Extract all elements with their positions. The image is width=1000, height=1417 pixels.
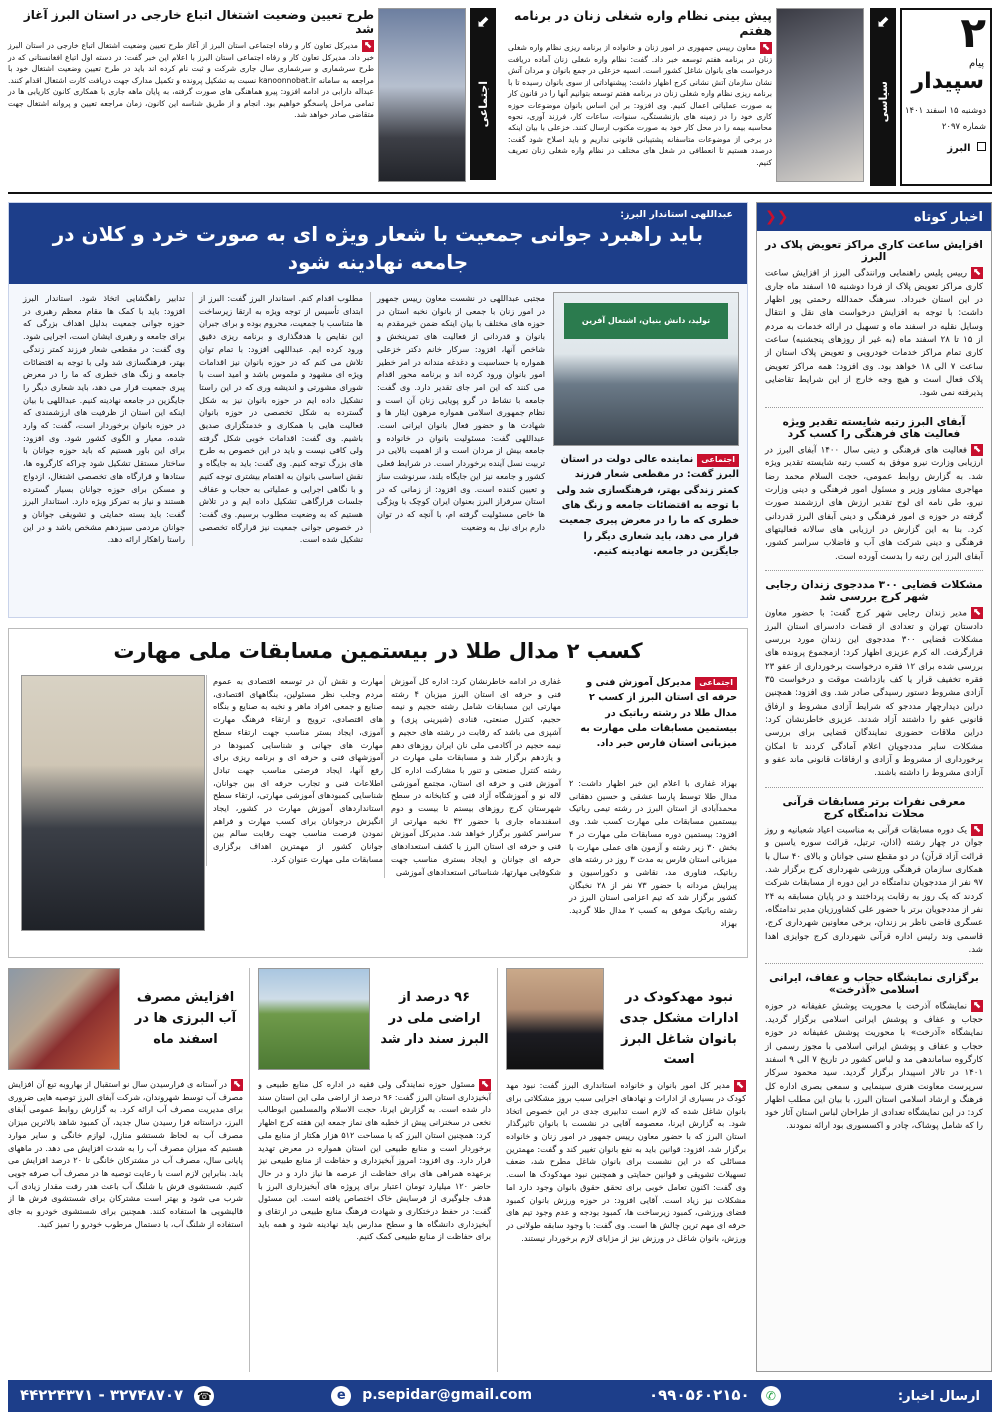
section-label: اجتماعی xyxy=(476,81,490,128)
category-tag: اجتماعی xyxy=(695,677,737,690)
sidebar-item xyxy=(765,570,983,781)
arrow-icon: ⬉ xyxy=(232,1078,242,1090)
footer-phone[interactable]: ☎ ۳۲۷۴۸۷۰۷ - ۴۴۲۲۴۳۷۱ xyxy=(20,1386,214,1406)
director-photo xyxy=(21,675,205,931)
section-strip-politics xyxy=(870,8,896,186)
arrow-icon: ⬉ xyxy=(972,606,982,618)
arrow-icon: ⬉ xyxy=(735,1079,745,1091)
chevron-down-icon: ⬋ xyxy=(476,12,490,31)
sidebar-item-title: افزایش ساعت کاری مراکز تعویض پلاک در البرز xyxy=(765,239,983,263)
logo xyxy=(911,58,984,94)
main-col-3: تدابیر راهگشایی اتخاذ شود. استاندار البرز افزود: باید با کمک ها مقام معظم رهبری در حوزه جوانی جمعیت بدلیل اهداف بزرگی که برای جامعه و رهبری ایشان است، اجرایی شود. وی گفت: در مقطعی شعار فرزند کمتر زندگی بهتر، فرهنگسازی شد ولی با توجه به اقتضائات جامعه و زنگ های خطری که ما را در معرض پیری جمعیت قرار می دهد، باید شعاری دیگر را جایگزین در جامعه نهادینه کنیم. عبداللهی با بیان اینکه این استان از ظرفیت های ارزشمندی که در حوزه بانوان برخوردار است، گفت: که وارد شده، معیار و الگوی کشور شود. وی افزود: برای این باور هستیم که باید حوزه جوانان با ساختار مستقل تشکیل شود چراکه کارگروه ها، ستادها و قرارگاه های تخصصی اشتغال، ازدواج و مسکن برای حوزه جوانان بسیار گسترده هستند و نیاز به تمرکز ویژه دارد. استاندار البرز گفت: باید بسته حمایتی و تشویقی جوانان و جوانان مردمی سیزدهم مشخص باشد و در این راستا راهکار ارائه دهد. xyxy=(23,293,185,545)
headline: باید راهبرد جوانی جمعیت با شعار ویژه ای به صورت خرد و کلان در جامعه نهادینه شود xyxy=(52,222,704,274)
arrow-icon: ⬉ xyxy=(972,823,982,835)
square-icon xyxy=(977,142,986,151)
arrow-icon: ⬉ xyxy=(972,267,982,278)
email-icon: e xyxy=(331,1386,351,1406)
sidebar-items xyxy=(757,231,991,1144)
double-chevron-icon: ❮❮ xyxy=(765,209,789,225)
skills-col-2: غفاری در ادامه خاطرنشان کرد: اداره کل آموزش فنی و حرفه ای استان البرز میزبان ۴ رشته مهارتی این مسابقات شامل رشته حجیم و نیمه حجیم، کنترل صنعتی، قنادی (شیرینی پزی) و آشپزی می باشد که رقابت در رشته های حجیم و نیمه حجیم در آکادمی ملی نان ایران روزهای دهم و یازدهم برگزار شد و مسابقات ملی مهارت در رشته کنترل صنعتی و تنور با مشارکت اداره کل آموزش فنی و حرفه ای استان، مجتمع آموزشی لاله نو و آموزشگاه آزاد فنی و کتابخانه در سطح شهرستان کرج روزهای بیستم تا بیست و دوم اسفندماه جاری با حضور ۴۲ نخبه مهارتی از سراسر کشور برگزار خواهد شد. مدیرکل آموزش فنی و حرفه ای استان البرز با کشف استعدادهای حرفه ای جوانان و ایجاد بستری مناسب جهت شکوفایی مهارتها، شناسائی استعدادهای آموزشی xyxy=(384,675,561,878)
footer-label: ارسال اخبار: xyxy=(897,1388,980,1404)
meeting-banner: تولید، دانش بنیان، اشتغال آفرین xyxy=(564,303,728,339)
sidebar-item xyxy=(765,787,983,958)
sidebar-header xyxy=(757,203,991,231)
arrow-icon: ⬉ xyxy=(972,1000,982,1012)
sidebar-item xyxy=(765,407,983,564)
bottom-water-story xyxy=(8,968,250,1372)
footer-bar xyxy=(8,1380,992,1412)
arrow-icon: ⬉ xyxy=(480,1078,490,1090)
story-title: نبود مهدکودک در ادارات مشکل جدی بانوان شاغل البرز است xyxy=(619,990,739,1068)
phone-icon: ☎ xyxy=(194,1386,214,1406)
story-title: پیش بینی نظام واره شغلی زنان در برنامه هفتم xyxy=(514,8,772,38)
sidebar-item-title: معرفی نفرات برتر مسابقات قرآنی محلات ندامتگاه کرج xyxy=(782,795,966,820)
sidebar-item-body: مدیر زندان رجایی شهر کرج گفت: با حضور معاون دادستان تهران و تعدادی از قضات دادسرای استان البرز مشکلات قضایی ۳۰۰ مددجوی این زندان مورد بررسی قرارگرفت. اله کرم عزیزی اظهار کرد: ازمجموع پرونده های بررسی شده برای ۱۲ فقره درخواست برخورداری از عفو ۲۳ فقره تخفیف قرار یا کف بازداشت موقت و درخواست ۳۵ آزادی مشروط دستور رسیدگی صادر شد. وی افزود: همچنین دراین دیدارچهار مددجو که شرایط آزادی مشروط و ارفاق قانونی عفو را داشتند آزاد شدند. عزیزی خاطرنشان کرد: دراین ملاقات حضوری نمایندگان قضایی برای بررسی مشکلات سایر مددجویان اعلام آمادگی کردند تا امکان برخورداری از مشروط و آزادی و ارفاقات قانونی ماند عفو و آزادی مشروط را داشته باشند. xyxy=(765,608,983,779)
kicker: عبداللهی استاندار البرز: xyxy=(620,209,733,220)
sidebar-item-title: آبفای البرز رتبه شایسته تقدیر ویژه فعالیت های فرهنگی را کسب کرد xyxy=(782,415,966,440)
story-title: ۹۶ درصد از اراضی ملی در البرز سند دار شد xyxy=(380,990,489,1047)
sidebar-item-body: نمایشگاه آذرخت با محوریت پوشش عفیفانه در حوزه حجاب و عفاف و پوشش ایرانی اسلامی برگزار گردید. نمایشگاه «آذرخت» با محوریت پوشش عفیفانه در حوزه حجاب و عفاف و پوشش ایرانی اسلامی با مجوز رسمی از کارگروه ساماندهی مد و لباس کشور در تاریخ ۷ الی ۹ اسفند ۱۴۰۱ در تالار اسپیدار برگزار گردید. سید محمود سرکار سرپرست معاونت هنری سینمایی و سمعی بصری اداره کل فرهنگ و ارشاد اسلامی استان البرز، با بیان این مطلب اظهار کرد: در این نمایشگاه تعدادی از طراحان لباس استان آثار خود را که شامل پوشاک، چادر و اکسسوری بود ارائه نمودند. xyxy=(765,1001,983,1132)
official-photo xyxy=(506,968,604,1070)
headline-band xyxy=(9,203,747,284)
arrow-icon: ⬉ xyxy=(972,443,982,455)
top-right-story xyxy=(508,8,864,186)
landscape-photo xyxy=(258,968,370,1070)
skills-col-1: بهزاد غفاری با اعلام این خبر اظهار داشت: ۲ مدال طلا توسط پارسا عشقی و حسین دهقانی محمدآبادی از استان البرز در رشته تیمی رباتیک بیستمین مسابقات ملی مهارت کسب شد. وی افزود: بیستمین دوره مسابقات ملی مهارت در ۴ بخش ۳۰ زیر رشته و آزمون های عملی مهارت با میزبانی استان فارس به مدت ۳ روز در رشته های رباتیک، فناوری مد، نقاشی و دکوراسیون و پیرایش مردانه با حضور ۷۳ نفر از ۲۸ نخبگان کشور برگزار شد که تیم اعزامی استان البرز در رشته رباتیک موفق به کسب ۲ مدال طلا گردید. بهزاد xyxy=(569,778,738,928)
story-body: ⬉معاون رییس جمهوری در امور زنان و خانواده از برنامه ریزی نظام واره شغلی زنان در برنامه هفتم توسعه خبر داد. گفت: نظام واره شغلی زنان آماده دریافت درخواست های بانوان شاغل کشور است. انسیه خزعلی در جمع بانوان و مردان آتش نشان سازمان آتش نشانی کرج اظهار داشت: پیشنهاداتی از سوی بانوان رسیده تا با برنامه ریزی نظام واره شغلی زنان در برنامه هفتم توسعه بتوانیم آنها را در قانون کار به صورت عملیاتی اعمال کنیم. وی افزود: بر این اساس بانوان موضوعات حوزه کاری خود را در زمینه های بازنشستگی، سنوات، ساعات کار، فرزند آوری، نحوه محاسبه بیمه را در محل کار خود به صورت مکتوب ارسال کنند. خزعلی با بیان اینکه در برخی از موضوعات متاسفانه پشتیبانی قانونی نداریم و باید اصلاح شود گفت: درصدد هستیم تا انعطافی در شغل های مختلف در نظام واره شغلی زنان تعریف کنیم. xyxy=(508,42,772,167)
sidebar-short-news xyxy=(756,202,992,1372)
footer-whatsapp[interactable]: ✆ ۰۹۹۰۵۶۰۲۱۵۰ xyxy=(649,1386,781,1406)
sidebar-item-body: فعالیت های فرهنگی و دینی سال ۱۴۰۰ آبفای البرز در ارزیابی وزارت نیرو موفق به کسب رتبه شایسته تقدیر ویژه شد. به گزارش روابط عمومی، حجت السلام محمد رضا مهاجری مشاور وزیر و مسئول امور فرهنگی و دینی وزارت نیرو، طی نامه ای لوح تقدیر ارزش های ارزشمند صورت گرفته در حوزه ی امور فرهنگی و دینی آبفای البرز قدردانی کرد. بنا به این گزارش در ارزیابی های سالانه فعالیتهای فرهنگی و دینی شرکت های آب و فاضلاب سراسر کشور، آبفای البرز این رتبه را بدست آورده است. xyxy=(765,445,983,562)
sidebar-item-title: برگزاری نمایشگاه حجاب و عفاف، ایرانی اسلامی «آذرخت» xyxy=(769,972,979,997)
arrow-icon: ⬉ xyxy=(761,42,771,53)
section-strip-social xyxy=(470,8,496,180)
logo-small: پیام xyxy=(968,58,984,69)
story-body: ⬉مدیر کل امور بانوان و خانواده استانداری البرز گفت: نبود مهد کودک در بسیاری از ادارات و نهادهای اجرایی سبب بروز مشکلاتی برای بانوان شاغل شده که لازم است تدابیری جدی در این خصوص اتخاذ شود. به گزارش ایرنا، معصومه آقایی در نشست با بانوان تاثیرگذار استان البرز که با حضور معاون رییس جمهور در امور زنان و خانواده برگزار شد، افزود: قوانین باید به نفع بانوان تغییر کند و گفت: مهمترین مسائلی که در این نشست برای بانوان شاغل مطرح شد، ضعف تسهیلات تشویقی و قوانین حمایتی و همچنین نبود مهدکودک ها است. وی گفت: اکنون تعامل خوبی برای تحقق حقوق بانوان وجود دارد اما مشکلات نیز زیاد است. آقایی افزود: در حوزه ورزش بانوان کمبود فضای ورزشی، کمبود زیرساخت ها، کمبود بودجه و عدم وجود تیم های حرفه ای مهم ترین چالش ها است. وی گفت: با وجود سابقه طولانی در ورزش، بانوان شاغل در ورزش نیز از مزایای لازم برخوردار نیستند. xyxy=(506,1079,746,1243)
sidebar-item xyxy=(765,963,983,1134)
skills-col-3: مهارت و نقش آن در توسعه اقتصادی به عموم مردم وجلب نظر مسئولین، بنگاههای اقتصادی، صنایع و جمعی افراد ماهر و نخبه به صنایع و بنگاه های اقتصادی، ترویج و ارتقاء فرهنگ مهارت آموزی، ایجاد بستر مناسب جهت ارتقاء سطح مهارت های جهانی و شناسایی کمبودها در آموزشهای فنی و حرفه ای و برنامه ریزی برای رفع آنها، ایجاد فرصتی مناسب جهت تبادل اطلاعات فنی و تجارب حرفه ای بین جوانان، شناسایی کمبودهای آموزشی مهارتی، ارتقاء سطح استانداردهای آموزش مهارت در کشور، ایجاد انگیزش درجوانان برای کسب مهارت و فراهم نمودن فرصت مناسب جهت رقابت سالم بین جوانان کشور از مهمترین اهداف برگزاری مسابقات ملی مهارت عنوان کرد. xyxy=(206,675,383,866)
bottom-land-story xyxy=(258,968,498,1372)
logo-text: سپیدار xyxy=(911,69,984,94)
main-col-1: مجتبی عبداللهی در نشست معاون رییس جمهور در امور زنان با جمعی از بانوان نخبه استان در حوزه های مختلف با بیان اینکه ضمن خیرمقدم به بانوان و قدردانی از فعالیت های تمرینخش و شاخص آنها، افزود: سرکار خانم دکتر خزعلی همواره با حساسیت و دغدغه مندانه در امر خطیر امور بانوان ورود کرده اند و برنامه محور اقدام می کنند که این امر جای تقدیر دارد. وی گفت: جامعه با نشاط در گرو پویایی زنان آن است و نظام جمهوری اسلامی همواره مرهون ایثار ها و شهادت ها و حضور فعال بانوان ایرانی است. عبداللهی گفت: مسئولیت بانوان در خانواده و جامعه بیش از مردان است و از اهمیت بالایی در تربیت نسل آینده برخوردار است. در شرایط فعلی کشور و جامعه نیز این جایگاه بلند، سرنوشت ساز و تعیین کننده است. وی افزود: از زمانی که در استان سرفراز البرز بعنوان ایران کوچک با ویژگی ها خاص مسئولیت گرفته ام، با آنچه که در توان دارم برای نیل به وضعیت xyxy=(370,292,545,533)
story-title: طرح تعیین وضعیت اشتغال اتباع خارجی در استان البرز آغاز شد xyxy=(23,8,374,36)
category-tag: اجتماعی xyxy=(697,454,739,467)
meeting-photo xyxy=(553,292,739,446)
sidebar-item-body: رییس پلیس راهنمایی ورانندگی البرز از افزایش ساعت کاری مراکز تعویض پلاک از فردا دوشنبه ۱۵ اسفند ماه جاری در این استان خبرداد. سرهنگ حمدالله رحمتی پور اظهار داشت: با توجه به افزایش درخواست های نقل و انتقال وسایل نقلیه در اسفند ماه و تسهیل در ارائه خدمات به مردم از ۱۵ تا ۲۸ اسفند ماه (به غیر از روزهای پنجشنبه) ساعت کاری تمام مراکز خدمات خودرویی و تعویض پلاک استان از ساعت ۷ الی ۱۸ خواهد بود. وی افزود: همه مراکز تعویض پلاک فعال است و هیچ وجه خارج از این شرایط تقاضایی پذیرفته نمی شود. xyxy=(765,268,983,399)
chevron-down-icon: ⬋ xyxy=(876,12,890,31)
arrow-icon: ⬉ xyxy=(363,40,373,51)
issue-date: دوشنبه ۱۵ اسفند ۱۴۰۱ xyxy=(904,106,986,116)
bottom-women-story xyxy=(506,968,746,1372)
main-lead: اجتماعینماینده عالی دولت در استان البرز گفت: در مقطعی شعار فرزند کمتر زندگی بهتر، فرهنگسازی شد ولی با توجه به اقتضائات جامعه و زنگ های خطری که ما را در معرض پیری جمعیت قرار می دهد، باید شعاری دیگر را جایگزین در جامعه نهادینه کنیم. xyxy=(556,454,739,558)
story-body: ⬉مسئول حوزه نمایندگی ولی فقیه در اداره کل منابع طبیعی و آبخیزداری استان البرز گفت: ۹۶ درصد از اراضی ملی این استان سند دار شده است. به گزارش ایرنا، حجت الاسلام والمسلمین ابوطالب نخعی در سخنرانی پیش از خطبه های نماز جمعه این هفته کرج اظهار کرد: همچنین استان البرز که با مساحت ۵۱۲ هزار هکتار از منابع ملی برخوردار است و منابع طبیعی این استان همواره در معرض تهدید قرار دارد. وی افزود: امروز آبخیزداری و حفاظت از منابع طبیعی نیز برعهده همراهی های برای حفاظت از عرصه ها نیاز دارد و در حال حاضر ۱۲۰ میلیارد تومان اعتبار برای پروژه های آبخیزداری البرز با هدف جلوگیری از فرسایش خاک اختصاص یافته است. این مسئول گفت: در حفظ درختکاری و شهادت فرهنگ منابع طبیعی در ارتقای و آبخیزداری دانشگاه ها و سطح مدارس باید نهادینه شود و همه باید برای حفاظت از منابع طبیعی کمک کنیم. xyxy=(258,1078,491,1242)
top-left-story xyxy=(8,8,496,186)
story-body: ⬉در آستانه ی فرارسیدن سال نو استقبال از بهاروبه تبع آن افزایش مصرف آب توسط شهروندان، شرکت آبفای البرز توصیه هایی ضروری برای مدیریت مصرف آب ارائه کرد. به گزارش روابط عمومی آبفای البرز، دراستانه فرا رسیدن سال جدید، آن کمبود شاهد بالاترین میزان مصرف آب به لحاظ شستشو منازل، لوازم خانگی و سایر موارد هستیم که میزان مصرف آب را به شدت افزایش می دهد. در ماههای پایانی سال، مصرف آب در مشترکان خانگی تا ۲۰ درصد افزایش می یابد. بنابراین لازم است با رعایت توصیه ها در مصرف آب صرفه جویی کنیم. شستشوی فرش با شلنگ آب باعث هدر رفت مقدار زیادی آب شرب می شود و بهتر است مشترکان برای شستشوی فرش ها از قالیشویی ها استفاده کنند. همچنین برای شستشوی خودرو به جای استفاده از شلنگ آب، با دستمال مرطوب خودرو را تمیز کنید. xyxy=(8,1078,243,1229)
skills-story xyxy=(8,628,748,958)
sidebar-item-title: مشکلات قضایی ۳۰۰ مددجوی زندان رجایی شهر کرج بررسی شد xyxy=(765,578,983,603)
issue-number: شماره ۲۰۹۷ xyxy=(941,122,986,132)
whatsapp-icon: ✆ xyxy=(761,1386,781,1406)
sidebar-title: اخبار کوتاه xyxy=(913,209,983,225)
story-title: افزایش مصرف آب البرزی ها در اسفند ماه xyxy=(134,990,237,1047)
sidebar-item-body: یک دوره مسابقات قرآنی به مناسبت اعیاد شعبانیه و روز جوان در چهار رشته (اذان، ترتیل، قرائت سوره یاسین و قرائت آزاد قرآن) در دو مقطع سنی جوانان و بالای ۴۰ سال با همکاری سازمان فرهنگی ورزشی شهرداری کرج برگزار شد. ۹۷ نفر از مددجویان ندامتگاه در این دوره از مسابقات شرکت کردند که یک روز به رقابت پرداختند و در پایان مسابقه به ۲۴ نفر از مددجویان برتر با حضور علی کشاورزیان مدیر ندامتگاه، عسگری قاضی ناظر بر زندان، برخی معاونین شهرداری کرج، قاسمی وند رئیس اداره قرآنی شهرداری کرج جوایزی اهدا شد. xyxy=(765,825,983,955)
skills-lead: اجتماعیمدیرکل آموزش فنی و حرفه ای استان البرز از کسب ۲ مدال طلا در رشته رباتیک در بیستمین مسابقات ملی مهارت به میزبانی استان فارس خبر داد. xyxy=(580,677,737,750)
story-body: ⬉مدیرکل تعاون کار و رفاه اجتماعی استان البرز از آغاز طرح تعیین وضعیت اشتغال اتباع خارجی در استان البرز خبر داد. مدیرکل تعاون کار و رفاه اجتماعی استان البرز با اعلام این خبر گفت: در دسته اول اتباع افغانستانی که در طرح سرشماری و سرشماری سال جاری شرکت و ثبت نام کرده اند باید در طرح تعیین وضعیت اشتغال خود با مراجعه به سامانه kanoonnobat.ir نسبت به تشکیل پرونده و تکمیل مدارک جهت دریافت کارت اشتغال اقدام کنند. عبداله دارابی در ادامه افزود: پیرو هماهنگی های صورت گرفته، به پایان ماهه جاری با همکاری کانون کاریابی ها در تمامی مراحل پاسخگو خواهیم بود. انجام و از طریق شناسه این کانون، زمان مراجعه تعیین و پروانه اشتغال جهت متقاضی صادر خواهد شد. xyxy=(8,40,375,119)
carpet-washing-photo xyxy=(8,968,120,1070)
story-photo-man xyxy=(378,8,466,182)
story-photo-woman xyxy=(776,8,864,182)
main-story xyxy=(8,202,748,618)
page-number: ۲ xyxy=(960,8,986,57)
masthead xyxy=(900,8,992,186)
main-col-2: مطلوب اقدام کنم. استاندار البرز گفت: البرز از ابتدای تأسیس از توجه ویژه به ارتقا زیرساخت ها متناسب با جمعیت، محروم بوده و برای جبران این نقایص با هدفگذاری و برنامه ریزی دقیق ورود کرده ایم. عبداللهی افزود: با تمام توان تلاش می کنم که در حوزه بانوان نیز اقدامات ویژه ای مشهود و ملموس باشد و امید است با شورای مشورتی و اندیشه وری که در این راستا تشکیل داده ایم در حوزه بانوان نیز به شکل گسترده به شکل تخصصی در حوزه بانوان فعالیت هایی با همکاری و خدمتگزاری صدیق باشیم. وی گفت: اقدامات خوبی شکل گرفته ولی کافی نیست و باید در این خصوص به طرح های بزرگ توجه کنیم. وی گفت: باید به جایگاه و نقش اساسی بانوان به اهتمام بیشتری توجه کنیم و با نگاهی اجرایی و عملیاتی به حجاب و عفاف جلسات قرارگاهی تشکیل داده ایم و در تلاش هستیم که به وضعیت مطلوب برسیم. وی گفت: در خصوص جوانی جمعیت نیز قرارگاه تخصصی تشکیل شده است. xyxy=(192,292,363,546)
top-divider xyxy=(8,192,992,194)
region-label: البرز xyxy=(947,142,986,154)
footer-email[interactable]: e p.sepidar@gmail.com xyxy=(331,1386,532,1406)
skills-headline: کسب ۲ مدال طلا در بیستمین مسابقات ملی مهارت xyxy=(113,639,643,663)
section-label: سیاسی xyxy=(876,81,890,123)
sidebar-item xyxy=(765,239,983,401)
